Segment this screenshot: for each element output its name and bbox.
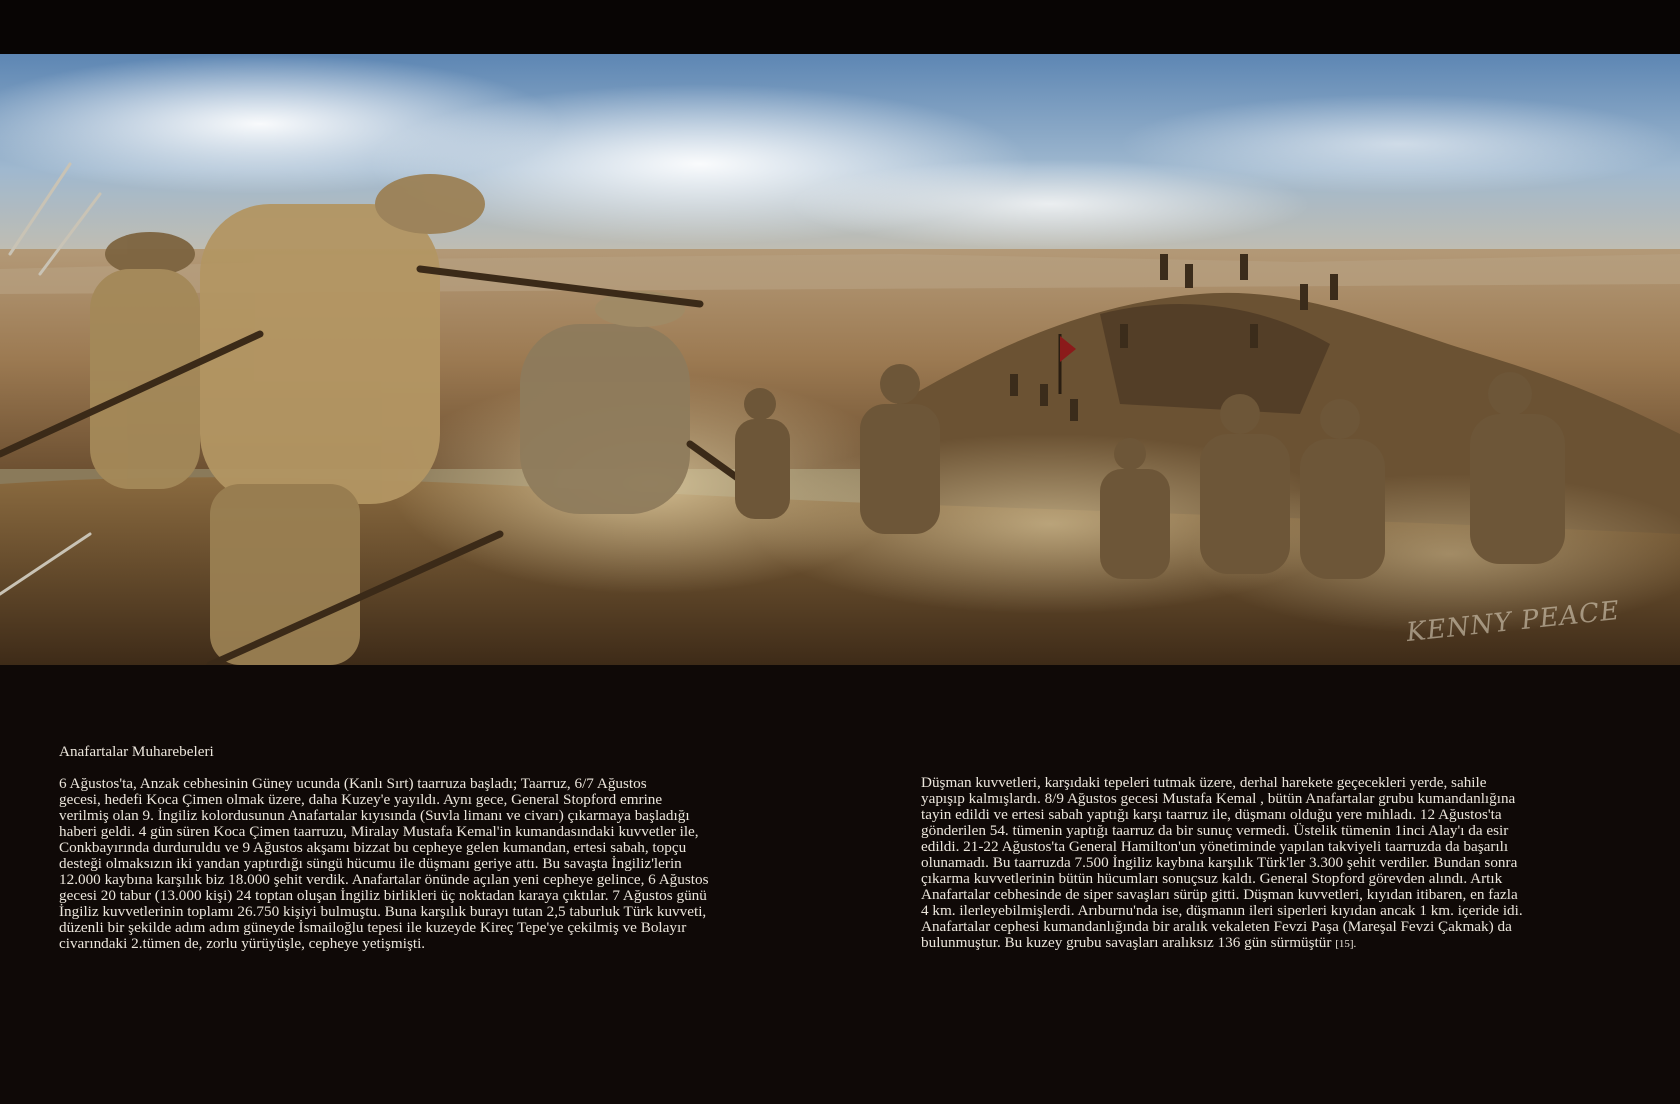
right-paragraph-text: Düşman kuvvetleri, karşıdaki tepeleri tutmak üzere, derhal harekete geçecekleri yerde, sahile yapışıp kalmışlardı. 8/9 Ağustos gecesi Mustafa Kemal , bütün Anafartalar grubu kumandanlığına tayin edildi ve ertesi sabah yaptığı karşı taarruz ile, düşmanı olduğu yere mıhladı. 12 Ağustos'ta gönderilen 54. tümenin yaptığı taarruz da bir sunuç vermedi. Üstelik tümenin 1inci Alay'ı da esir edildi. 21-22 Ağustos'ta General Hamilton'un yönetiminde yapılan takviyeli taarruzda da başarılı olunamadı. Bu taarruzda 7.500 İngiliz kaybına karşılık Türk'ler 3.300 şehit verdiler. Bundan sonra çıkarma kuvvetlerinin bütün hücumları sonuçsuz kaldı. General Stopford görevden alındı. Artık Anafartalar cebhesinde de siper savaşları sürüp gitti. Düşman kuvvetleri, kıyıdan itibaren, en fazla 4 km. ilerleyebilmişlerdi. Arıburnu'nda ise, düşmanın ileri siperleri kıyıdan ancak 1 km. içeride idi. Anafartalar cephesi kumandanlığında bir aralık vekaleten Fevzi Paşa (Mareşal Fevzi Çakmak) da bulunmuştur. Bu kuzey grubu savaşları aralıksız 136 gün sürmüştür xyxy=(921,774,1523,951)
battle-painting-illustration xyxy=(0,54,1680,665)
left-text-column xyxy=(59,776,799,952)
section-title: Anafartalar Muharebeleri xyxy=(59,743,214,760)
reference-marker: [15]. xyxy=(1335,938,1357,950)
right-text-column xyxy=(921,775,1621,952)
battle-painting xyxy=(0,54,1680,665)
painting-signature: KENNY PEACE xyxy=(1404,595,1621,649)
left-paragraph: 6 Ağustos'ta, Anzak cebhesinin Güney ucunda (Kanlı Sırt) taarruza başladı; Taarruz, 6/7 Ağustos gecesi, hedefi Koca Çimen olmak üzere, daha Kuzey'e yayıldı. Aynı gece, General Stopford emrine verilmiş olan 9. İngiliz kolordusunun Anafartalar kıyısında (Suvla limanı ve civarı) çıkarmaya başladığı haberi geldi. 4 gün süren Koca Çimen taarruzu, Miralay Mustafa Kemal'in kumandasındaki kuvvetler ile, Conkbayırında durduruldu ve 9 Ağustos akşamı bizzat bu cepheye gelen kumandan, ertesi sabah, topçu desteği olmaksızın iki yandan yaptırdığı süngü hücumu ile düşmanı geriye attı. Bu savaşta İngiliz'lerin 12.000 kaybına karşılık biz 18.000 şehit verdik. Anafartalar önünde açılan yeni cepheye gelince, 6 Ağustos gecesi 20 tabur (13.000 kişi) 24 toptan oluşan İngiliz birlikleri üç noktadan karaya çıktılar. 7 Ağustos günü İngiliz kuvvetlerinin toplamı 26.750 kişiyi bulmuştu. Buna karşılık burayı tutan 2,5 taburluk Türk kuvveti, düzenli bir şekilde adım adım güneyde İsmailoğlu tepesi ile kuzeyde Kireç Tepe'ye çekilmiş ve Bolayır civarındaki 2.tümen de, zorlu yürüyüşle, cepheye yetişmişti. xyxy=(59,775,709,952)
right-paragraph xyxy=(921,775,1621,952)
top-black-band xyxy=(0,0,1680,54)
